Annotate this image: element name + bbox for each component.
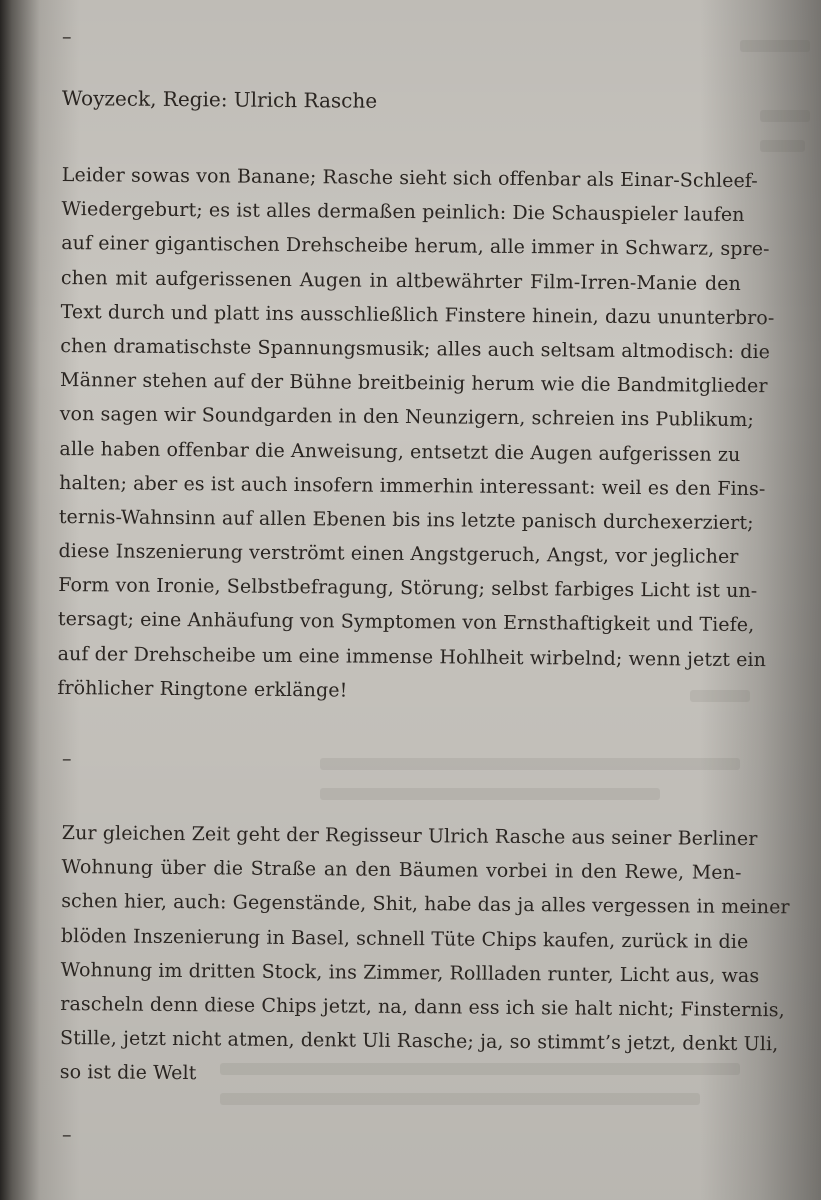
text-line: Wohnung über die Straße an den Bäumen vorbei in den Rewe, Men- <box>61 856 742 885</box>
text-line: alle haben offenbar die Anweisung, entsetzt die Augen aufgerissen zu <box>59 437 741 466</box>
section-dash: – <box>62 748 72 770</box>
text-line: Form von Ironie, Selbstbefragung, Störung; selbst farbiges Licht ist un- <box>58 574 758 603</box>
text-line: so ist die Welt <box>59 1061 197 1085</box>
text-line: blöden Inszenierung in Basel, schnell Tüte Chips kaufen, zurück in die <box>60 924 749 953</box>
section-dash: – <box>62 26 72 48</box>
text-line: chen mit aufgerissenen Augen in altbewährter Film-Irren-Manie den <box>60 266 742 295</box>
text-line: tersagt; eine Anhäufung von Symptomen von Ernsthaftigkeit und Tiefe, <box>57 608 755 637</box>
text-line: ternis-Wahnsinn auf allen Ebenen bis ins letzte panisch durchexerziert; <box>58 505 754 534</box>
text-line: rascheln denn diese Chips jetzt, na, dann ess ich sie halt nicht; Finsternis, <box>60 992 785 1022</box>
text-line: Stille, jetzt nicht atmen, denkt Uli Rasche; ja, so stimmt’s jetzt, denkt Uli, <box>59 1027 779 1056</box>
text-line: fröhlicher Ringtone erklänge! <box>57 676 348 702</box>
text-line: Zur gleichen Zeit geht der Regisseur Ulrich Rasche aus seiner Berliner <box>61 821 758 851</box>
text-line: Männer stehen auf der Bühne breitbeinig herum wie die Bandmitglieder <box>59 369 768 398</box>
section-dash: – <box>62 1124 72 1146</box>
text-line: auf der Drehscheibe um eine immense Hohlheit wirbelnd; wenn jetzt ein <box>57 642 767 671</box>
text-line: Text durch und platt ins ausschließlich Finstere hinein, dazu ununterbro- <box>60 300 775 329</box>
text-line: diese Inszenierung verströmt einen Angstgeruch, Angst, vor jeglicher <box>58 540 739 568</box>
text-line: Leider sowas von Banane; Rasche sieht sich offenbar als Einar-Schleef- <box>61 163 758 193</box>
text-line: auf einer gigantischen Drehscheibe herum, alle immer in Schwarz, spre- <box>61 232 770 261</box>
section-heading: Woyzeck, Regie: Ulrich Rasche <box>61 86 378 113</box>
paragraph-rasche <box>59 816 790 1095</box>
text-line: halten; aber es ist auch insofern immerhin interessant: weil es den Fins- <box>59 471 766 500</box>
paragraph-review <box>57 158 775 711</box>
text-line: von sagen wir Soundgarden in den Neunzigern, schreien ins Publikum; <box>59 403 754 432</box>
text-line: Wohnung im dritten Stock, ins Zimmer, Rollladen runter, Licht aus, was <box>60 958 760 987</box>
text-line: Wiedergeburt; es ist alles dermaßen peinlich: Die Schauspieler laufen <box>61 198 745 227</box>
text-line: chen dramatischste Spannungsmusik; alles auch seltsam altmodisch: die <box>60 334 771 364</box>
text-line: schen hier, auch: Gegenstände, Shit, habe das ja alles vergessen in meiner <box>61 890 790 919</box>
